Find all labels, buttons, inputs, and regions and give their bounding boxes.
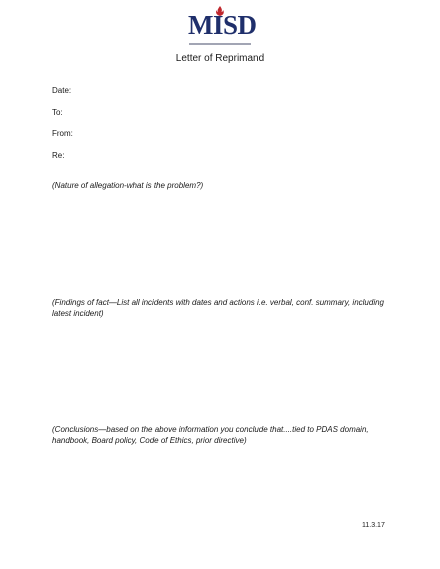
from-label: From: [52, 129, 73, 138]
allegation-prompt: (Nature of allegation-what is the problem?) [52, 181, 204, 190]
document-date-code: 11.3.17 [362, 522, 385, 529]
logo-tagline-bar [189, 43, 251, 45]
re-label: Re: [52, 151, 65, 160]
findings-prompt: (Findings of fact—List all incidents with dates and actions i.e. verbal, conf. summary, including latest incident) [52, 298, 385, 318]
misd-logo [188, 6, 257, 46]
to-label: To: [52, 108, 63, 117]
conclusions-prompt: (Conclusions—based on the above information you conclude that....tied to PDAS domain, handbook, Board policy, Code of Ethics, prior directive) [52, 425, 369, 445]
date-label: Date: [52, 86, 72, 95]
page-title: Letter of Reprimand [175, 53, 265, 64]
logo-text: MISD [188, 10, 257, 40]
